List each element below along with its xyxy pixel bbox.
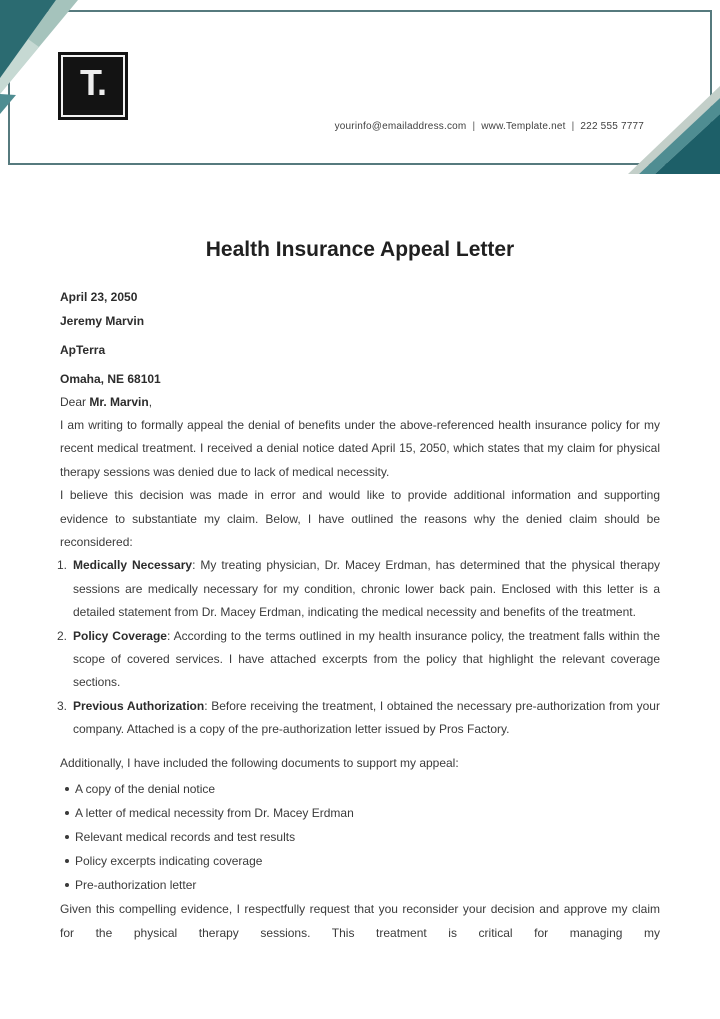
- list-item: A copy of the denial notice: [60, 777, 660, 801]
- documents-intro: Additionally, I have included the following documents to support my appeal:: [60, 755, 459, 770]
- list-item: A letter of medical necessity from Dr. Macey Erdman: [60, 801, 660, 825]
- list-item-number: 2.: [57, 628, 68, 643]
- list-item-text: : My treating physician, Dr. Macey Erdman, has determined that the physical therapy sessions are medically necessary for my condition, chronic lower back pain. Enclosed with this letter is a detailed statement from Dr. Macey Erdman, indicating the medical necessity and benefits of the treatment.: [73, 558, 660, 620]
- city-state-zip: Omaha, NE 68101: [60, 372, 161, 386]
- list-item-number: 3.: [57, 698, 68, 713]
- documents-list: [60, 777, 660, 897]
- closing-paragraph: Given this compelling evidence, I respectfully request that you reconsider your decision and approve my claim for the physical therapy sessions. This treatment is critical for managing my: [60, 902, 660, 940]
- logo-letter: T.: [79, 62, 106, 103]
- recipient-name: Jeremy Marvin: [60, 314, 145, 328]
- paragraph-appeal: I am writing to formally appeal the denial of benefits under the above-referenced health insurance policy for my recent medical treatment. I received a denial notice dated April 15, 2050, which states that my claim for physical therapy sessions was denied due to lack of medical necessity.: [60, 418, 660, 479]
- list-item: Pre-authorization letter: [60, 873, 660, 897]
- list-item: [57, 554, 660, 624]
- company-name: ApTerra: [60, 343, 106, 357]
- salutation: [60, 391, 660, 414]
- list-item-text: : According to the terms outlined in my health insurance policy, the treatment falls within the scope of covered services. I have attached excerpts from the policy that highlight the relevant coverage sections.: [73, 628, 661, 690]
- list-item: [57, 625, 660, 695]
- list-item: [57, 695, 660, 742]
- list-item-title: Medically Necessary: [73, 558, 193, 573]
- salutation-prefix: Dear: [60, 395, 90, 409]
- contact-email: yourinfo@emailaddress.com: [334, 121, 467, 132]
- list-item: Policy excerpts indicating coverage: [60, 849, 660, 873]
- paragraph-belief: I believe this decision was made in error and would like to provide additional information and supporting evidence to substantiate my claim. Below, I have outlined the reasons why the denied claim should be reconsidered:: [60, 488, 660, 550]
- contact-separator: |: [571, 121, 575, 132]
- reasons-list: [57, 554, 660, 741]
- contact-info: [335, 121, 644, 132]
- salutation-suffix: ,: [148, 395, 153, 409]
- list-item-title: Policy Coverage: [73, 628, 167, 643]
- list-item-title: Previous Authorization: [73, 698, 205, 713]
- list-item: Relevant medical records and test results: [60, 825, 660, 849]
- contact-website: www.Template.net: [481, 121, 566, 132]
- teal-stripe: [0, 94, 16, 114]
- brand-logo: [58, 52, 128, 120]
- contact-phone: 222 555 7777: [580, 121, 644, 132]
- contact-separator: |: [472, 121, 476, 132]
- list-item-text: : Before receiving the treatment, I obtained the necessary pre-authorization from your company. Attached is a copy of the pre-authorization letter issued by Pros Factory.: [73, 698, 660, 737]
- letter-title: Health Insurance Appeal Letter: [205, 238, 515, 261]
- letter-date: April 23, 2050: [60, 290, 138, 304]
- letter-body: [57, 237, 661, 945]
- list-item-number: 1.: [57, 558, 68, 573]
- brand-logo-inner: [61, 55, 125, 117]
- salutation-name: Mr. Marvin: [89, 395, 149, 409]
